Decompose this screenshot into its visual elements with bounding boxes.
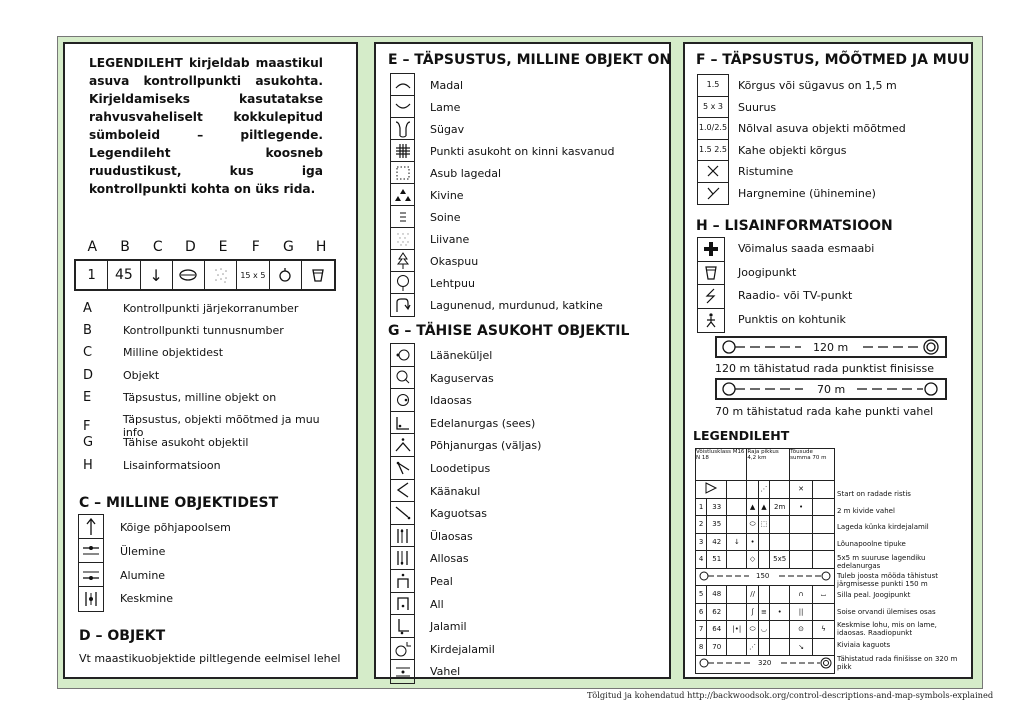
crossing-icon <box>698 161 728 183</box>
mini-label: Keskmise lohu, mis on lame, idaosas. Raadiopunkt <box>837 621 937 637</box>
col-letter: B <box>120 239 130 255</box>
f-label: Kahe objekti kõrgus <box>738 144 847 157</box>
c-label: Ülemine <box>120 545 166 558</box>
marshal-icon <box>698 309 724 333</box>
h-label: Võimalus saada esmaabi <box>738 242 875 255</box>
section-e-title: E – TÄPSUSTUS, MILLINE OBJEKT ON <box>388 52 672 68</box>
legend-item: F Täpsustus, objekti mõõtmed ja muu info <box>83 413 320 439</box>
col-letter: E <box>218 239 228 255</box>
sw-inside-icon <box>391 412 414 435</box>
h-label: Raadio- või TV-punkt <box>738 289 853 302</box>
mini-label: Silla peal. Joogipunkt <box>837 591 911 599</box>
legend-item: C Milline objektidest <box>83 345 224 360</box>
beneath-icon <box>391 593 414 616</box>
g-label: Idaosas <box>430 394 472 407</box>
e-label: Liivane <box>430 233 470 246</box>
cell-b: 45 <box>108 261 140 289</box>
upper-icon <box>79 539 103 563</box>
arrow-up-icon <box>79 515 103 539</box>
top-part-icon <box>391 525 414 548</box>
se-edge-icon <box>391 367 414 390</box>
junction-icon <box>698 183 728 205</box>
section-f-title: F – TÄPSUSTUS, MÕÕTMED JA MUU <box>696 52 970 68</box>
h-label: Punktis on kohtunik <box>738 313 846 326</box>
cell-c: ↓ <box>141 261 173 289</box>
f-label: Suurus <box>738 101 777 114</box>
f-sym: 1.0/2.5 <box>698 118 728 140</box>
between-icon <box>391 660 414 683</box>
section-e-symbols <box>390 73 415 317</box>
col-letter: H <box>315 239 327 255</box>
g-label: Põhjanurgas (väljas) <box>430 439 542 452</box>
legend-item: G Tähise asukoht objektil <box>83 435 249 450</box>
e-label: Soine <box>430 211 461 224</box>
rocky-icon <box>391 184 414 206</box>
f-label: Nõlval asuva objekti mõõtmed <box>738 122 906 135</box>
nw-tip-icon <box>391 457 414 480</box>
mini-sheet <box>695 448 835 674</box>
g-label: Edelanurgas (sees) <box>430 417 536 430</box>
h-label: Joogipunkt <box>738 266 797 279</box>
legend-item: B Kontrollpunkti tunnusnumber <box>83 323 284 338</box>
shallow-icon <box>391 74 414 96</box>
g-label: All <box>430 598 444 611</box>
f-sym: 5 x 3 <box>698 97 728 119</box>
f-label: Kõrgus või sügavus on 1,5 m <box>738 79 897 92</box>
f-label: Ristumine <box>738 165 794 178</box>
g-label: Kaguservas <box>430 372 494 385</box>
knoll-icon <box>173 261 205 289</box>
col-letter: A <box>87 239 98 255</box>
credit-line: Tõlgitud ja kohendatud http://backwoodsok.org/control-descriptions-and-map-symbols-explained <box>587 690 994 700</box>
panel-intro <box>63 42 358 679</box>
col-letter: C <box>152 239 163 255</box>
mini-label: 2 m kivide vahel <box>837 507 895 515</box>
mini-track: 320 <box>696 656 835 674</box>
f-sym: 1.5 <box>698 75 728 97</box>
conifer-icon <box>391 250 414 272</box>
g-label: Allosas <box>430 552 469 565</box>
bend-icon <box>391 480 414 503</box>
col-letter: F <box>251 239 260 255</box>
panel-e-g <box>374 42 671 679</box>
section-h-symbols <box>697 237 725 333</box>
marshy-icon <box>391 206 414 228</box>
col-letter: D <box>185 239 196 255</box>
radio-icon <box>698 285 724 309</box>
ruined-icon <box>391 294 414 316</box>
section-c-symbols <box>78 514 104 612</box>
mini-label: Soise orvandi ülemises osas <box>837 608 936 616</box>
e-label: Punkti asukoht on kinni kasvanud <box>430 145 615 158</box>
track-distance: 120 m <box>813 341 849 354</box>
f-label: Hargnemine (ühinemine) <box>738 187 876 200</box>
e-label: Sügav <box>430 123 465 136</box>
track-distance: 70 m <box>817 383 846 396</box>
start-icon <box>696 481 727 499</box>
n-outside-icon <box>391 434 414 457</box>
e-label: Asub lagedal <box>430 167 502 180</box>
section-g-title: G – TÄHISE ASUKOHT OBJEKTIL <box>388 323 630 339</box>
mini-label: Lõunapoolne tipuke <box>837 540 906 548</box>
section-c-title: C – MILLINE OBJEKTIDEST <box>79 495 279 511</box>
col-letter: G <box>283 239 294 255</box>
track-to-finish <box>715 336 947 358</box>
section-h-title: H – LISAINFORMATSIOON <box>696 218 893 234</box>
cell-a: 1 <box>76 261 108 289</box>
section-g-symbols <box>390 343 415 684</box>
mini-head: Raja pikkus 4,2 km <box>747 449 790 481</box>
g-label: Kaguotsas <box>430 507 487 520</box>
bottom-part-icon <box>391 547 414 570</box>
ne-foot-icon <box>391 638 414 661</box>
e-label: Lagunenud, murdunud, katkine <box>430 299 603 312</box>
se-end-icon <box>391 502 414 525</box>
track-caption: 70 m tähistatud rada kahe punkti vahel <box>715 405 934 418</box>
legend-item: A Kontrollpunkti järjekorranumber <box>83 301 299 316</box>
mini-label: 5x5 m suuruse lagendiku edelanurgas <box>837 554 926 570</box>
foot-icon <box>391 615 414 638</box>
c-label: Kõige põhjapoolsem <box>120 521 231 534</box>
mini-head: Tõusude summa 70 m <box>790 449 835 481</box>
e-label: Lame <box>430 101 461 114</box>
g-label: Jalamil <box>430 620 467 633</box>
mini-label: Tähistatud rada finišisse on 320 m pikk <box>837 655 958 671</box>
panel-f-h <box>683 42 973 679</box>
cup-icon <box>302 261 334 289</box>
e-label: Lehtpuu <box>430 277 475 290</box>
e-label: Madal <box>430 79 464 92</box>
g-label: Peal <box>430 575 453 588</box>
mini-label: Lageda künka kirdejalamil <box>837 523 929 531</box>
section-f-symbols <box>697 74 729 205</box>
first-aid-icon <box>698 238 724 262</box>
e-label: Okaspuu <box>430 255 479 268</box>
g-label: Kirdejalamil <box>430 643 495 656</box>
east-part-icon <box>391 389 414 412</box>
g-label: Vahel <box>430 665 461 678</box>
cell-f: 15 x 5 <box>237 261 269 289</box>
mini-table: Võistlusklass M16 N 18 Raja pikkus 4,2 km Tõusude summa 70 m ⋰ ✕ 1 33 ▲ ▲ 2m • 2 35 ⬭ ⬚ 3 42 ↓ • 4 51 ◇ 5x5 150 5 48 // ∩ ⌴ 6 62 ʃ ≡ • || 7 64 |•| ⬭ ◡ ⊙ ϟ 8 70 ⋰ ↘ 320 <box>695 448 835 674</box>
legend-item: E Täpsustus, milline objekt on <box>83 390 277 405</box>
c-label: Alumine <box>120 569 166 582</box>
mini-label: Tuleb joosta mööda tähistust järgmisesse punkti 150 m <box>837 572 938 588</box>
column-letters <box>76 239 338 255</box>
lower-icon <box>79 563 103 587</box>
sandy-icon <box>205 261 237 289</box>
c-label: Keskmine <box>120 592 174 605</box>
mini-track: 150 <box>696 568 835 586</box>
track-between <box>715 378 947 400</box>
overgrown-icon <box>391 140 414 162</box>
g-label: Käänakul <box>430 485 481 498</box>
section-d-text: Vt maastikuobjektide piltlegende eelmisel lehel <box>79 652 341 665</box>
g-label: Ülaosas <box>430 530 473 543</box>
mini-head: Võistlusklass M16 N 18 <box>696 449 747 481</box>
deep-icon <box>391 118 414 140</box>
f-sym: 1.5 2.5 <box>698 140 728 162</box>
legend-item: D Objekt <box>83 368 160 383</box>
legend-item: H Lisainformatsioon <box>83 458 221 473</box>
sandy-icon <box>391 228 414 250</box>
g-label: Lääneküljel <box>430 349 493 362</box>
deciduous-icon <box>391 272 414 294</box>
intro-text: LEGENDILEHT kirjeldab maastikul asuva kontrollpunkti asukohta. Kirjeldamiseks kasutatakse rahvusvaheliselt kokkulepitud sümboleid – piltlegende. Legendileht koosneb ruudustikust, kus iga kontrollpunkti kohta on üks rida. <box>89 56 323 196</box>
section-d-title: D – OBJEKT <box>79 628 166 644</box>
track-caption: 120 m tähistatud rada punktist finisisse <box>715 362 934 375</box>
open-icon <box>391 162 414 184</box>
g-label: Loodetipus <box>430 462 491 475</box>
mini-title: LEGENDILEHT <box>693 428 790 443</box>
on-top-icon <box>270 261 302 289</box>
sample-row-grid <box>74 259 336 291</box>
mini-label: Kiviaia kaguots <box>837 641 891 649</box>
mini-label: Start on radade ristis <box>837 490 911 498</box>
west-side-icon <box>391 344 414 367</box>
e-label: Kivine <box>430 189 464 202</box>
cup-icon <box>698 262 724 286</box>
flat-icon <box>391 96 414 118</box>
on-top-icon <box>391 570 414 593</box>
middle-icon <box>79 587 103 611</box>
